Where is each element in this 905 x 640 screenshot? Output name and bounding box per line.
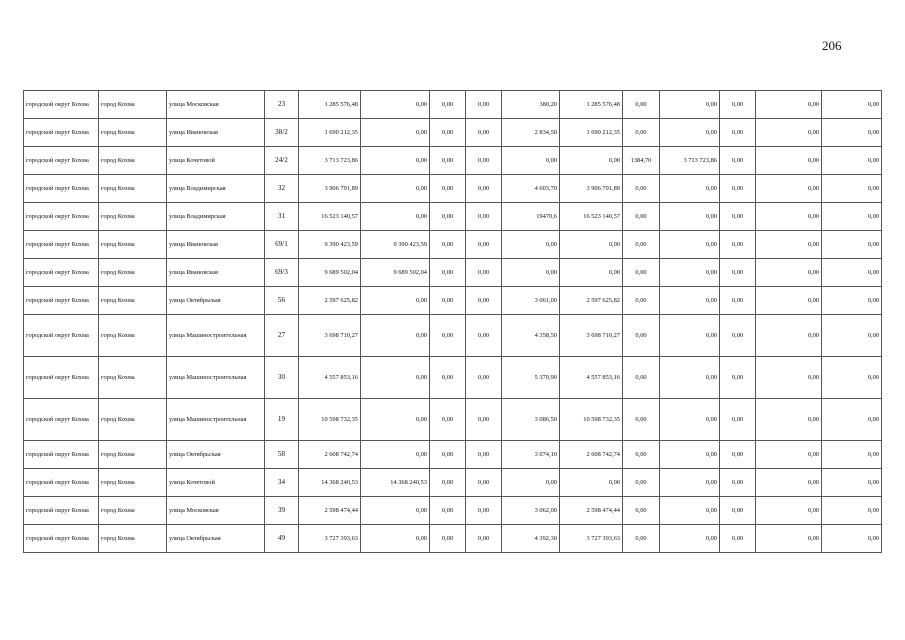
value-cell-9: 0,00 — [720, 441, 756, 469]
value-cell-5: 3 062,00 — [502, 497, 560, 525]
city-cell: город Кохма — [99, 315, 167, 357]
value-cell-10: 0,00 — [756, 119, 822, 147]
value-cell-10: 0,00 — [756, 441, 822, 469]
value-cell-8: 0,00 — [660, 287, 720, 315]
value-cell-8: 0,00 — [660, 231, 720, 259]
house-number-cell: 69/1 — [265, 231, 299, 259]
okrug-cell: городской округ Кохма — [24, 147, 99, 175]
value-cell-3: 0,00 — [430, 147, 466, 175]
value-cell-10: 0,00 — [756, 231, 822, 259]
value-cell-5: 0,00 — [502, 259, 560, 287]
total-cost-cell: 2 597 625,82 — [299, 287, 361, 315]
value-cell-5: 0,00 — [502, 147, 560, 175]
house-number-cell: 34 — [265, 469, 299, 497]
value-cell-7: 0,00 — [623, 203, 660, 231]
value-cell-5: 3 074,10 — [502, 441, 560, 469]
value-cell-8: 0,00 — [660, 399, 720, 441]
value-cell-7: 0,00 — [623, 441, 660, 469]
city-cell: город Кохма — [99, 287, 167, 315]
value-cell-4: 0,00 — [466, 91, 502, 119]
value-cell-8: 0,00 — [660, 203, 720, 231]
value-cell-5: 0,00 — [502, 231, 560, 259]
total-cost-cell: 3 698 710,27 — [299, 315, 361, 357]
value-cell-5: 5 370,90 — [502, 357, 560, 399]
value-cell-7: 0,00 — [623, 119, 660, 147]
value-cell-11: 0,00 — [822, 399, 882, 441]
value-cell-3: 0,00 — [430, 203, 466, 231]
value-cell-9: 0,00 — [720, 287, 756, 315]
value-cell-10: 0,00 — [756, 287, 822, 315]
value-cell-4: 0,00 — [466, 357, 502, 399]
table-row — [24, 357, 882, 399]
value-cell-6: 0,00 — [560, 469, 623, 497]
value-cell-3: 0,00 — [430, 525, 466, 553]
street-cell: улица Машиностроительная — [167, 399, 265, 441]
value-cell-9: 0,00 — [720, 399, 756, 441]
value-cell-3: 0,00 — [430, 91, 466, 119]
value-cell-9: 0,00 — [720, 147, 756, 175]
total-cost-cell: 2 608 742,74 — [299, 441, 361, 469]
okrug-cell: городской округ Кохма — [24, 287, 99, 315]
value-cell-4: 0,00 — [466, 315, 502, 357]
value-cell-8: 3 713 723,86 — [660, 147, 720, 175]
value-cell-6: 3 727 393,63 — [560, 525, 623, 553]
value-cell-10: 0,00 — [756, 497, 822, 525]
value-cell-9: 0,00 — [720, 119, 756, 147]
street-cell: улица Московская — [167, 91, 265, 119]
value-cell-7: 0,00 — [623, 91, 660, 119]
value-cell-4: 0,00 — [466, 203, 502, 231]
house-number-cell: 31 — [265, 203, 299, 231]
value-cell-10: 0,00 — [756, 91, 822, 119]
value-cell-2: 9 689 502,04 — [361, 259, 430, 287]
city-cell: город Кохма — [99, 469, 167, 497]
value-cell-10: 0,00 — [756, 357, 822, 399]
value-cell-7: 0,00 — [623, 175, 660, 203]
value-cell-9: 0,00 — [720, 203, 756, 231]
value-cell-2: 0,00 — [361, 119, 430, 147]
city-cell: город Кохма — [99, 91, 167, 119]
value-cell-3: 0,00 — [430, 287, 466, 315]
value-cell-8: 0,00 — [660, 175, 720, 203]
okrug-cell: городской округ Кохма — [24, 231, 99, 259]
okrug-cell: городской округ Кохма — [24, 119, 99, 147]
value-cell-3: 0,00 — [430, 231, 466, 259]
house-number-cell: 58 — [265, 441, 299, 469]
value-cell-11: 0,00 — [822, 315, 882, 357]
house-number-cell: 32 — [265, 175, 299, 203]
value-cell-9: 0,00 — [720, 497, 756, 525]
city-cell: город Кохма — [99, 525, 167, 553]
city-cell: город Кохма — [99, 399, 167, 441]
register-table — [23, 90, 882, 553]
value-cell-4: 0,00 — [466, 259, 502, 287]
house-number-cell: 19 — [265, 399, 299, 441]
total-cost-cell: 14 368 240,53 — [299, 469, 361, 497]
value-cell-2: 0,00 — [361, 497, 430, 525]
value-cell-4: 0,00 — [466, 231, 502, 259]
value-cell-11: 0,00 — [822, 203, 882, 231]
value-cell-8: 0,00 — [660, 469, 720, 497]
table-row — [24, 525, 882, 553]
value-cell-3: 0,00 — [430, 469, 466, 497]
street-cell: улица Владимирская — [167, 175, 265, 203]
house-number-cell: 56 — [265, 287, 299, 315]
value-cell-6: 3 698 710,27 — [560, 315, 623, 357]
total-cost-cell: 10 598 732,35 — [299, 399, 361, 441]
table-row — [24, 91, 882, 119]
value-cell-6: 10 598 732,35 — [560, 399, 623, 441]
value-cell-6: 0,00 — [560, 147, 623, 175]
value-cell-9: 0,00 — [720, 357, 756, 399]
city-cell: город Кохма — [99, 259, 167, 287]
value-cell-6: 3 906 791,89 — [560, 175, 623, 203]
okrug-cell: городской округ Кохма — [24, 315, 99, 357]
value-cell-2: 0,00 — [361, 357, 430, 399]
street-cell: улица Октябрьская — [167, 287, 265, 315]
value-cell-3: 0,00 — [430, 357, 466, 399]
value-cell-11: 0,00 — [822, 119, 882, 147]
value-cell-4: 0,00 — [466, 175, 502, 203]
house-number-cell: 39 — [265, 497, 299, 525]
table-row — [24, 497, 882, 525]
table-body — [24, 91, 882, 553]
street-cell: улица Машиностроительная — [167, 315, 265, 357]
value-cell-11: 0,00 — [822, 91, 882, 119]
value-cell-11: 0,00 — [822, 175, 882, 203]
okrug-cell: городской округ Кохма — [24, 357, 99, 399]
value-cell-5: 0,00 — [502, 469, 560, 497]
value-cell-5: 380,20 — [502, 91, 560, 119]
page-number: 206 — [822, 38, 842, 53]
value-cell-5: 2 834,50 — [502, 119, 560, 147]
street-cell: улица Октябрьская — [167, 441, 265, 469]
value-cell-7: 0,00 — [623, 497, 660, 525]
value-cell-9: 0,00 — [720, 525, 756, 553]
value-cell-2: 14 368 240,53 — [361, 469, 430, 497]
value-cell-7: 0,00 — [623, 399, 660, 441]
total-cost-cell: 1 690 212,35 — [299, 119, 361, 147]
value-cell-11: 0,00 — [822, 497, 882, 525]
total-cost-cell: 16 523 140,57 — [299, 203, 361, 231]
value-cell-11: 0,00 — [822, 441, 882, 469]
value-cell-2: 0,00 — [361, 175, 430, 203]
value-cell-4: 0,00 — [466, 441, 502, 469]
okrug-cell: городской округ Кохма — [24, 441, 99, 469]
okrug-cell: городской округ Кохма — [24, 259, 99, 287]
street-cell: улица Ивановская — [167, 119, 265, 147]
value-cell-6: 1 690 212,35 — [560, 119, 623, 147]
value-cell-10: 0,00 — [756, 469, 822, 497]
city-cell: город Кохма — [99, 231, 167, 259]
value-cell-11: 0,00 — [822, 469, 882, 497]
value-cell-11: 0,00 — [822, 287, 882, 315]
value-cell-3: 0,00 — [430, 399, 466, 441]
street-cell: улица Ивановская — [167, 231, 265, 259]
house-number-cell: 27 — [265, 315, 299, 357]
value-cell-8: 0,00 — [660, 441, 720, 469]
value-cell-4: 0,00 — [466, 469, 502, 497]
table-row — [24, 175, 882, 203]
value-cell-9: 0,00 — [720, 259, 756, 287]
value-cell-6: 0,00 — [560, 231, 623, 259]
value-cell-5: 19470,6 — [502, 203, 560, 231]
house-number-cell: 23 — [265, 91, 299, 119]
value-cell-7: 1384,70 — [623, 147, 660, 175]
total-cost-cell: 3 727 393,63 — [299, 525, 361, 553]
value-cell-7: 0,00 — [623, 469, 660, 497]
table-row — [24, 441, 882, 469]
value-cell-3: 0,00 — [430, 315, 466, 357]
value-cell-7: 0,00 — [623, 231, 660, 259]
value-cell-6: 4 557 853,16 — [560, 357, 623, 399]
value-cell-10: 0,00 — [756, 175, 822, 203]
value-cell-5: 4 603,70 — [502, 175, 560, 203]
house-number-cell: 38/2 — [265, 119, 299, 147]
value-cell-8: 0,00 — [660, 525, 720, 553]
house-number-cell: 30 — [265, 357, 299, 399]
value-cell-6: 16 523 140,57 — [560, 203, 623, 231]
table-row — [24, 399, 882, 441]
value-cell-3: 0,00 — [430, 259, 466, 287]
value-cell-4: 0,00 — [466, 497, 502, 525]
city-cell: город Кохма — [99, 203, 167, 231]
city-cell: город Кохма — [99, 119, 167, 147]
value-cell-9: 0,00 — [720, 91, 756, 119]
value-cell-4: 0,00 — [466, 147, 502, 175]
value-cell-9: 0,00 — [720, 315, 756, 357]
street-cell: улица Ивановская — [167, 259, 265, 287]
table-row — [24, 231, 882, 259]
street-cell: улица Владимирская — [167, 203, 265, 231]
value-cell-2: 0,00 — [361, 441, 430, 469]
value-cell-4: 0,00 — [466, 399, 502, 441]
table-row — [24, 287, 882, 315]
value-cell-8: 0,00 — [660, 357, 720, 399]
value-cell-5: 4 358,50 — [502, 315, 560, 357]
okrug-cell: городской округ Кохма — [24, 399, 99, 441]
value-cell-3: 0,00 — [430, 175, 466, 203]
value-cell-8: 0,00 — [660, 259, 720, 287]
value-cell-2: 9 390 423,59 — [361, 231, 430, 259]
value-cell-2: 0,00 — [361, 147, 430, 175]
okrug-cell: городской округ Кохма — [24, 91, 99, 119]
total-cost-cell: 2 598 474,44 — [299, 497, 361, 525]
value-cell-9: 0,00 — [720, 231, 756, 259]
table-row — [24, 119, 882, 147]
value-cell-2: 0,00 — [361, 91, 430, 119]
value-cell-7: 0,00 — [623, 525, 660, 553]
value-cell-6: 2 608 742,74 — [560, 441, 623, 469]
value-cell-7: 0,00 — [623, 357, 660, 399]
okrug-cell: городской округ Кохма — [24, 469, 99, 497]
value-cell-8: 0,00 — [660, 497, 720, 525]
value-cell-9: 0,00 — [720, 469, 756, 497]
value-cell-2: 0,00 — [361, 287, 430, 315]
value-cell-8: 0,00 — [660, 119, 720, 147]
table-row — [24, 203, 882, 231]
value-cell-10: 0,00 — [756, 315, 822, 357]
house-number-cell: 49 — [265, 525, 299, 553]
city-cell: город Кохма — [99, 175, 167, 203]
okrug-cell: городской округ Кохма — [24, 175, 99, 203]
value-cell-8: 0,00 — [660, 91, 720, 119]
value-cell-2: 0,00 — [361, 315, 430, 357]
value-cell-4: 0,00 — [466, 287, 502, 315]
value-cell-4: 0,00 — [466, 119, 502, 147]
value-cell-6: 2 597 625,82 — [560, 287, 623, 315]
value-cell-6: 2 598 474,44 — [560, 497, 623, 525]
total-cost-cell: 4 557 853,16 — [299, 357, 361, 399]
table-row — [24, 469, 882, 497]
table-row — [24, 147, 882, 175]
value-cell-11: 0,00 — [822, 525, 882, 553]
table-row — [24, 315, 882, 357]
total-cost-cell: 1 285 576,48 — [299, 91, 361, 119]
value-cell-11: 0,00 — [822, 147, 882, 175]
total-cost-cell: 3 906 791,89 — [299, 175, 361, 203]
value-cell-3: 0,00 — [430, 497, 466, 525]
total-cost-cell: 9 689 502,04 — [299, 259, 361, 287]
value-cell-2: 0,00 — [361, 525, 430, 553]
value-cell-7: 0,00 — [623, 315, 660, 357]
table-row — [24, 259, 882, 287]
house-number-cell: 24/2 — [265, 147, 299, 175]
value-cell-10: 0,00 — [756, 203, 822, 231]
value-cell-10: 0,00 — [756, 147, 822, 175]
value-cell-2: 0,00 — [361, 203, 430, 231]
value-cell-6: 1 285 576,48 — [560, 91, 623, 119]
value-cell-10: 0,00 — [756, 259, 822, 287]
value-cell-2: 0,00 — [361, 399, 430, 441]
city-cell: город Кохма — [99, 497, 167, 525]
value-cell-11: 0,00 — [822, 357, 882, 399]
street-cell: улица Октябрьская — [167, 525, 265, 553]
value-cell-3: 0,00 — [430, 119, 466, 147]
street-cell: улица Кочетовой — [167, 147, 265, 175]
value-cell-5: 3 061,00 — [502, 287, 560, 315]
value-cell-11: 0,00 — [822, 231, 882, 259]
street-cell: улица Кочетовой — [167, 469, 265, 497]
city-cell: город Кохма — [99, 357, 167, 399]
value-cell-8: 0,00 — [660, 315, 720, 357]
city-cell: город Кохма — [99, 441, 167, 469]
value-cell-7: 0,00 — [623, 287, 660, 315]
value-cell-4: 0,00 — [466, 525, 502, 553]
value-cell-5: 3 086,50 — [502, 399, 560, 441]
value-cell-3: 0,00 — [430, 441, 466, 469]
okrug-cell: городской округ Кохма — [24, 525, 99, 553]
value-cell-7: 0,00 — [623, 259, 660, 287]
total-cost-cell: 9 390 423,59 — [299, 231, 361, 259]
house-number-cell: 69/3 — [265, 259, 299, 287]
okrug-cell: городской округ Кохма — [24, 497, 99, 525]
value-cell-9: 0,00 — [720, 175, 756, 203]
street-cell: улица Машиностроительная — [167, 357, 265, 399]
value-cell-11: 0,00 — [822, 259, 882, 287]
street-cell: улица Московская — [167, 497, 265, 525]
city-cell: город Кохма — [99, 147, 167, 175]
total-cost-cell: 3 713 723,86 — [299, 147, 361, 175]
okrug-cell: городской округ Кохма — [24, 203, 99, 231]
value-cell-6: 0,00 — [560, 259, 623, 287]
value-cell-5: 4 392,30 — [502, 525, 560, 553]
value-cell-10: 0,00 — [756, 399, 822, 441]
value-cell-10: 0,00 — [756, 525, 822, 553]
